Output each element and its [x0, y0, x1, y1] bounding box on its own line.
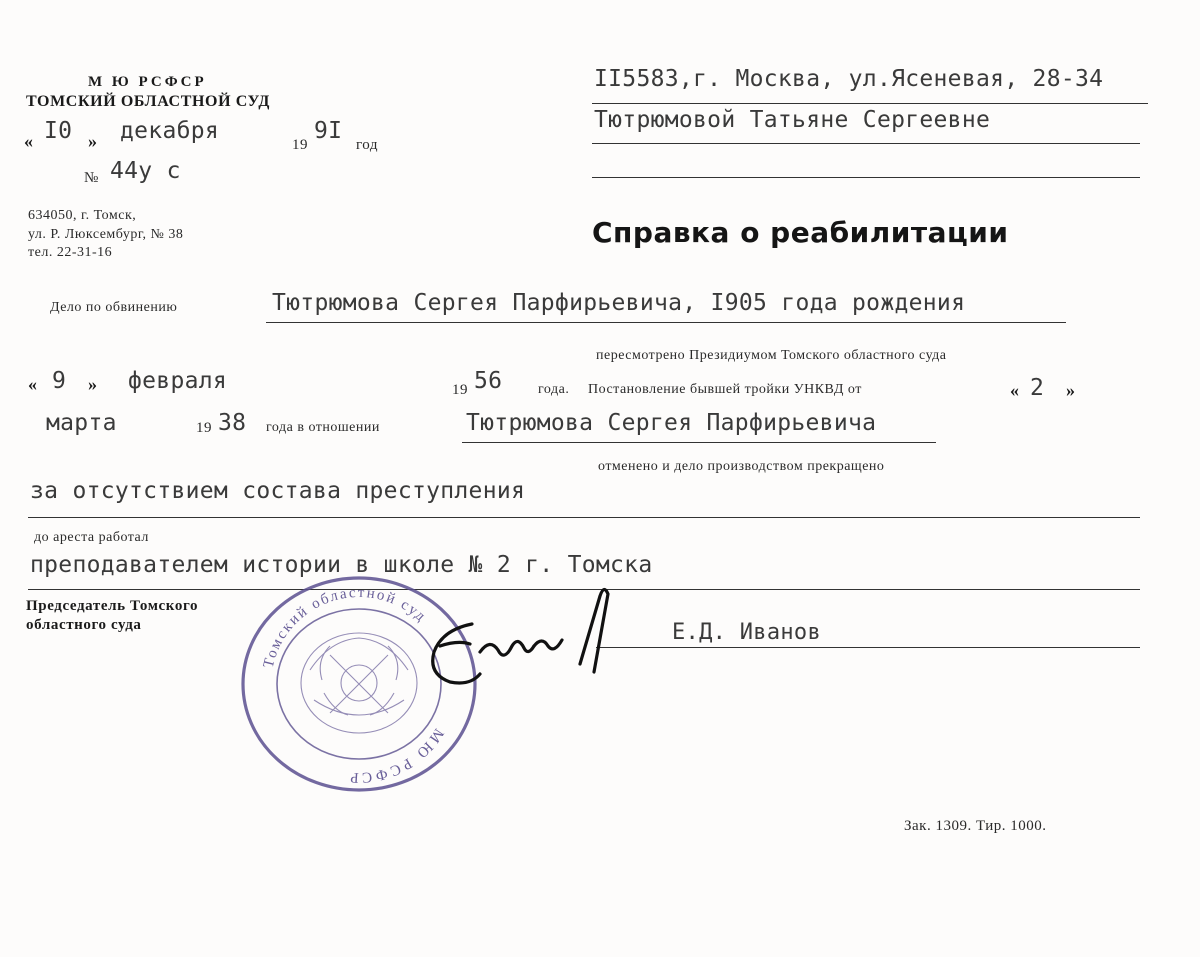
cancelled-text: отменено и дело производством прекращено: [598, 459, 885, 474]
accused-short-name: Тютрюмова Сергея Парфирьевича: [466, 410, 877, 436]
issue-date-day: I0: [44, 118, 73, 144]
issue-year-prefix: 19: [292, 137, 308, 153]
review-month: февраля: [128, 368, 228, 394]
document-title: Справка о реабилитации: [592, 216, 1009, 249]
before-arrest-label: до ареста работал: [34, 530, 149, 545]
regarding-text: года в отношении: [266, 420, 380, 435]
recipient-address: II5583,г. Москва, ул.Ясеневая, 28-34: [594, 66, 1104, 92]
accused-full-name: Тютрюмова Сергея Парфирьевича, I905 года рождения: [272, 290, 966, 316]
seal-text: Томский областной суд: [260, 584, 430, 670]
resolution-text: Постановление бывшей тройки УНКВД от: [588, 382, 862, 397]
signer-position-line-2: областного суда: [26, 617, 142, 633]
ministry-label: М Ю РСФСР: [88, 74, 207, 90]
signature-icon: [420, 584, 625, 692]
address-line-1: 634050, г. Томск,: [28, 208, 137, 223]
review-year-word: года.: [538, 382, 570, 397]
doc-number-label: №: [84, 170, 99, 186]
court-name: ТОМСКИЙ ОБЛАСТНОЙ СУД: [26, 93, 270, 110]
issue-year-word: год: [356, 137, 378, 153]
review-close-quote: »: [88, 374, 98, 394]
signature-line: [596, 647, 1140, 648]
recipient-name: Тютрюмовой Татьяне Сергеевне: [594, 107, 991, 133]
address-line-3: тел. 22-31-16: [28, 245, 113, 260]
review-year-prefix: 19: [452, 382, 468, 398]
seal-text-right: МЮ РСФСР: [346, 725, 447, 786]
accused-line: [266, 322, 1066, 323]
review-year-suffix: 56: [474, 368, 503, 394]
date-close-quote: »: [88, 131, 98, 151]
signer-position-line-1: Председатель Томского: [26, 598, 199, 614]
date-open-quote: «: [24, 131, 34, 151]
recipient-address-line: [592, 103, 1148, 104]
reviewed-text: пересмотрено Президиумом Томского областного суда: [596, 348, 947, 363]
resolution-day: 2: [1030, 375, 1045, 401]
case-label: Дело по обвинению: [50, 300, 178, 315]
address-line-2: ул. Р. Люксембург, № 38: [28, 227, 184, 242]
recipient-name-line: [592, 143, 1140, 144]
issue-year-suffix: 9I: [314, 118, 343, 144]
review-day: 9: [52, 368, 67, 394]
reason-line: [28, 517, 1140, 518]
recipient-extra-line: [592, 177, 1140, 178]
resolution-month: марта: [46, 410, 117, 436]
resolution-close-quote: »: [1066, 380, 1076, 400]
reason: за отсутствием состава преступления: [30, 478, 526, 504]
accused-short-line: [462, 442, 936, 443]
review-open-quote: «: [28, 374, 38, 394]
resolution-open-quote: «: [1010, 380, 1020, 400]
resolution-year-suffix: 38: [218, 410, 247, 436]
signer-name: Е.Д. Иванов: [672, 620, 821, 645]
print-info: Зак. 1309. Тир. 1000.: [904, 818, 1047, 834]
occupation: преподавателем истории в школе № 2 г. Томска: [30, 552, 653, 578]
doc-number-value: 44у с: [110, 158, 181, 184]
issue-date-month: декабря: [120, 118, 220, 144]
resolution-year-prefix: 19: [196, 420, 212, 436]
